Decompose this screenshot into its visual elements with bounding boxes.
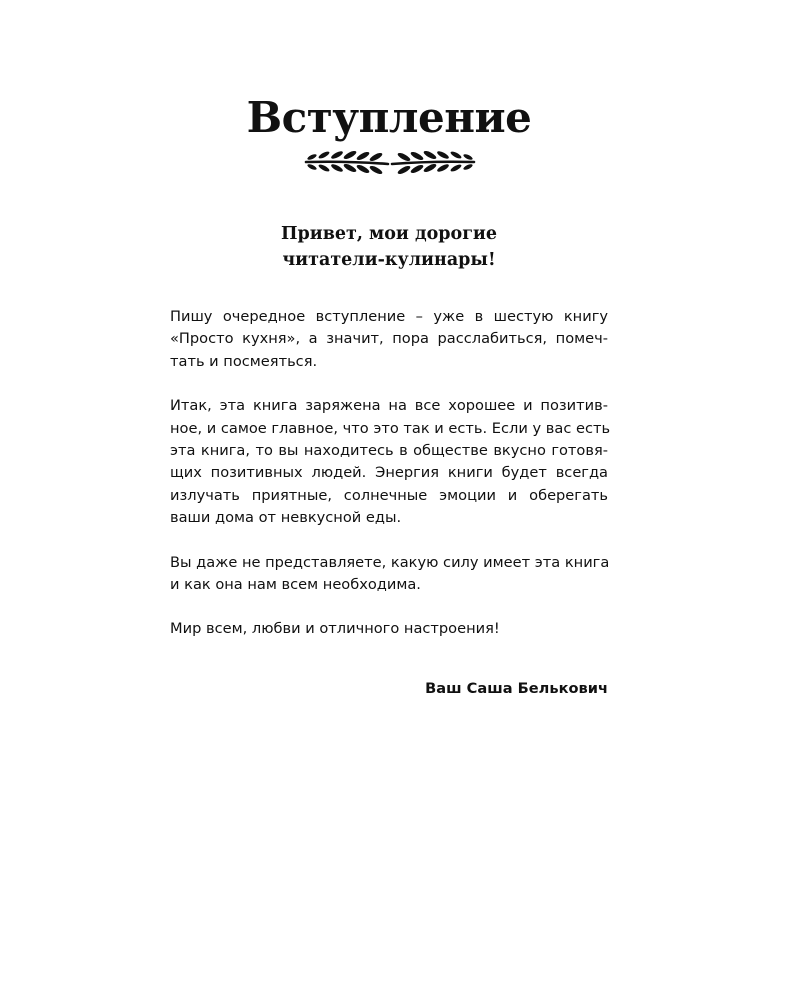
text-line: «Просто кухня», а значит, пора расслабиться, помеч- <box>170 330 608 348</box>
paragraph-3 <box>170 552 608 597</box>
paragraph-4 <box>170 618 608 640</box>
laurel-branches-icon <box>300 144 480 184</box>
text-line: Вы даже не представляете, какую силу имеет эта книга <box>170 553 610 571</box>
text-line: ваши дома от невкусной еды. <box>170 509 402 527</box>
intro-body <box>170 306 611 663</box>
paragraph-2 <box>170 395 611 529</box>
greeting-line-2: читатели-кулинары! <box>282 250 496 270</box>
greeting-line-1: Привет, мои дорогие <box>280 224 498 244</box>
paragraph-1 <box>170 306 608 373</box>
page-title: Вступление <box>246 93 532 142</box>
text-line: эта книга, то вы находитесь в обществе вкусно готовя- <box>170 442 608 460</box>
greeting <box>0 221 778 273</box>
text-line: щих позитивных людей. Энергия книги будет всегда <box>170 464 608 482</box>
author-signature: Ваш Саша Белькович <box>425 680 608 697</box>
text-line: Итак, эта книга заряжена на все хорошее и позитив- <box>170 397 608 415</box>
text-line: ное, и самое главное, что это так и есть. Если у вас есть <box>170 419 611 437</box>
text-line: тать и посмеяться. <box>170 352 318 370</box>
text-line: Мир всем, любви и отличного настроения! <box>170 620 500 638</box>
text-line: Пишу очередное вступление – уже в шестую книгу <box>170 308 608 325</box>
text-line: излучать приятные, солнечные эмоции и оберегать <box>170 486 608 504</box>
text-line: и как она нам всем необходима. <box>170 576 421 594</box>
